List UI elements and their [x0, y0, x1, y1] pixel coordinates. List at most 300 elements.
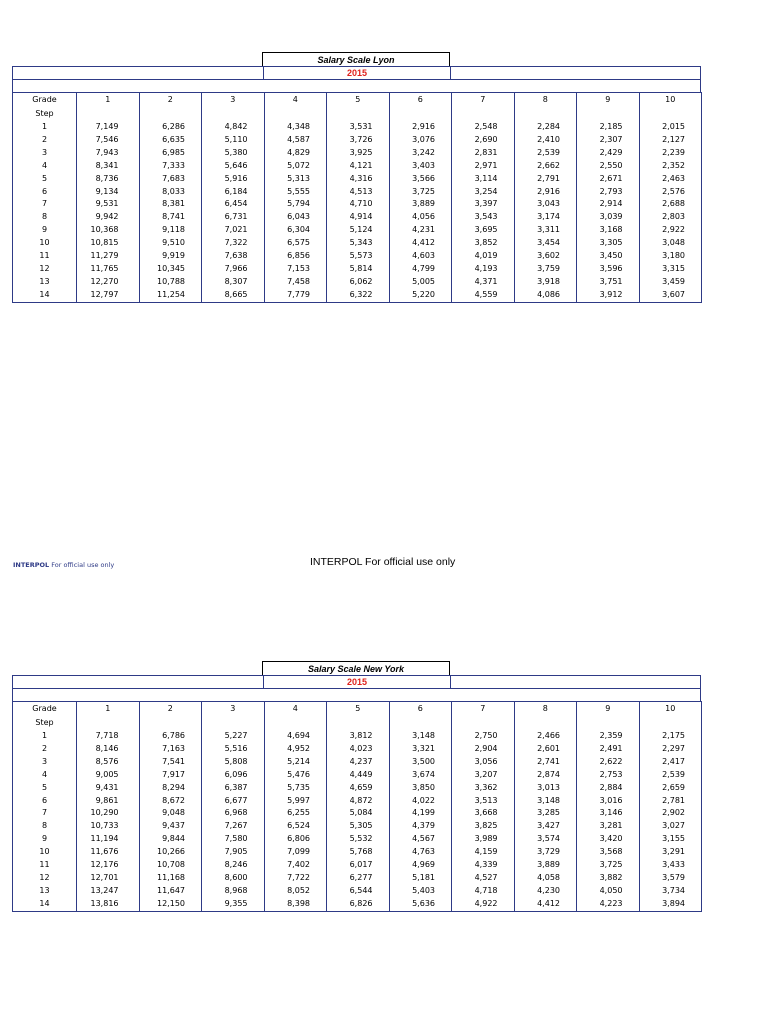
table-row	[13, 859, 702, 872]
grade-column-header: 7	[452, 93, 515, 122]
step-number: 12	[13, 263, 77, 276]
salary-cell: 2,831	[452, 147, 515, 160]
table-row	[13, 134, 702, 147]
step-number: 10	[13, 237, 77, 250]
salary-cell: 4,587	[264, 134, 327, 147]
salary-cell: 13,247	[77, 885, 140, 898]
salary-cell: 9,355	[202, 898, 265, 911]
salary-cell: 2,690	[452, 134, 515, 147]
salary-cell: 3,852	[452, 237, 515, 250]
table-row	[13, 276, 702, 289]
table-row	[13, 820, 702, 833]
salary-cell: 3,725	[577, 859, 640, 872]
salary-cell: 5,214	[264, 756, 327, 769]
salary-cell: 4,159	[452, 846, 515, 859]
salary-cell: 2,750	[452, 730, 515, 743]
table-year: 2015	[264, 67, 451, 79]
salary-cell: 4,527	[452, 872, 515, 885]
salary-cell: 2,916	[514, 186, 577, 199]
salary-cell: 11,647	[139, 885, 202, 898]
salary-cell: 8,398	[264, 898, 327, 911]
step-number: 12	[13, 872, 77, 885]
salary-cell: 3,433	[639, 859, 702, 872]
salary-cell: 3,568	[577, 846, 640, 859]
step-number: 13	[13, 885, 77, 898]
salary-cell: 4,023	[327, 743, 390, 756]
step-number: 10	[13, 846, 77, 859]
salary-cell: 5,313	[264, 173, 327, 186]
salary-cell: 2,781	[639, 795, 702, 808]
salary-cell: 5,110	[202, 134, 265, 147]
salary-cell: 3,039	[577, 211, 640, 224]
grade-column-header: 10	[639, 702, 702, 731]
salary-cell: 5,735	[264, 782, 327, 795]
salary-cell: 7,638	[202, 250, 265, 263]
salary-cell: 7,718	[77, 730, 140, 743]
salary-cell: 2,904	[452, 743, 515, 756]
salary-cell: 7,402	[264, 859, 327, 872]
salary-cell: 4,223	[577, 898, 640, 911]
salary-cell: 2,922	[639, 224, 702, 237]
step-number: 3	[13, 756, 77, 769]
salary-cell: 2,601	[514, 743, 577, 756]
salary-cell: 2,662	[514, 160, 577, 173]
salary-cell: 5,516	[202, 743, 265, 756]
salary-cell: 3,076	[389, 134, 452, 147]
salary-cell: 3,207	[452, 769, 515, 782]
salary-cell: 9,118	[139, 224, 202, 237]
salary-cell: 12,701	[77, 872, 140, 885]
salary-cell: 7,580	[202, 833, 265, 846]
salary-cell: 8,672	[139, 795, 202, 808]
table-year: 2015	[264, 676, 451, 688]
salary-cell: 5,814	[327, 263, 390, 276]
salary-cell: 2,185	[577, 121, 640, 134]
salary-cell: 11,765	[77, 263, 140, 276]
salary-cell: 8,576	[77, 756, 140, 769]
salary-cell: 9,048	[139, 807, 202, 820]
year-row	[12, 66, 701, 80]
salary-cell: 7,333	[139, 160, 202, 173]
step-number: 2	[13, 134, 77, 147]
salary-cell: 8,033	[139, 186, 202, 199]
salary-cell: 3,148	[514, 795, 577, 808]
salary-cell: 10,815	[77, 237, 140, 250]
salary-cell: 2,622	[577, 756, 640, 769]
salary-cell: 2,791	[514, 173, 577, 186]
step-number: 14	[13, 898, 77, 911]
salary-cell: 3,889	[514, 859, 577, 872]
salary-cell: 2,307	[577, 134, 640, 147]
salary-cell: 6,575	[264, 237, 327, 250]
step-number: 7	[13, 198, 77, 211]
salary-cell: 3,531	[327, 121, 390, 134]
table-row	[13, 833, 702, 846]
salary-cell: 3,513	[452, 795, 515, 808]
spacer-row	[12, 689, 701, 701]
salary-cell: 2,466	[514, 730, 577, 743]
salary-cell: 3,048	[639, 237, 702, 250]
salary-cell: 10,368	[77, 224, 140, 237]
salary-cell: 6,096	[202, 769, 265, 782]
grade-column-header: 6	[389, 702, 452, 731]
salary-cell: 4,056	[389, 211, 452, 224]
salary-cell: 7,322	[202, 237, 265, 250]
salary-cell: 3,427	[514, 820, 577, 833]
grade-step-header	[13, 93, 77, 122]
salary-cell: 6,968	[202, 807, 265, 820]
salary-cell: 8,600	[202, 872, 265, 885]
salary-cell: 13,816	[77, 898, 140, 911]
salary-cell: 6,017	[327, 859, 390, 872]
salary-cell: 3,882	[577, 872, 640, 885]
salary-cell: 4,559	[452, 289, 515, 302]
salary-cell: 5,573	[327, 250, 390, 263]
grade-column-header: 10	[639, 93, 702, 122]
table-row	[13, 186, 702, 199]
salary-cell: 3,812	[327, 730, 390, 743]
salary-cell: 3,459	[639, 276, 702, 289]
salary-cell: 4,603	[389, 250, 452, 263]
salary-cell: 5,403	[389, 885, 452, 898]
salary-cell: 3,403	[389, 160, 452, 173]
salary-cell: 6,322	[327, 289, 390, 302]
salary-cell: 3,607	[639, 289, 702, 302]
grade-column-header: 2	[139, 93, 202, 122]
salary-cell: 4,019	[452, 250, 515, 263]
salary-cell: 6,524	[264, 820, 327, 833]
salary-cell: 3,918	[514, 276, 577, 289]
salary-cell: 4,231	[389, 224, 452, 237]
salary-cell: 5,343	[327, 237, 390, 250]
step-number: 3	[13, 147, 77, 160]
salary-cell: 7,267	[202, 820, 265, 833]
step-label: Step	[35, 109, 54, 118]
step-number: 1	[13, 730, 77, 743]
salary-cell: 3,543	[452, 211, 515, 224]
salary-cell: 9,844	[139, 833, 202, 846]
salary-cell: 2,550	[577, 160, 640, 173]
salary-cell: 4,022	[389, 795, 452, 808]
salary-cell: 11,254	[139, 289, 202, 302]
salary-cell: 12,176	[77, 859, 140, 872]
salary-cell: 7,966	[202, 263, 265, 276]
salary-cell: 2,902	[639, 807, 702, 820]
salary-cell: 2,793	[577, 186, 640, 199]
header-row	[13, 93, 702, 122]
step-number: 6	[13, 186, 77, 199]
salary-cell: 3,242	[389, 147, 452, 160]
salary-cell: 4,379	[389, 820, 452, 833]
salary-cell: 3,315	[639, 263, 702, 276]
salary-cell: 4,914	[327, 211, 390, 224]
table-row	[13, 160, 702, 173]
salary-cell: 11,194	[77, 833, 140, 846]
salary-cell: 3,168	[577, 224, 640, 237]
salary-cell: 3,574	[514, 833, 577, 846]
salary-cell: 6,826	[327, 898, 390, 911]
salary-cell: 7,917	[139, 769, 202, 782]
salary-cell: 5,646	[202, 160, 265, 173]
salary-cell: 8,052	[264, 885, 327, 898]
salary-cell: 5,808	[202, 756, 265, 769]
salary-cell: 6,043	[264, 211, 327, 224]
grade-column-header: 8	[514, 702, 577, 731]
salary-cell: 3,027	[639, 820, 702, 833]
salary-cell: 8,665	[202, 289, 265, 302]
table-title: Salary Scale Lyon	[262, 52, 450, 66]
salary-cell: 7,943	[77, 147, 140, 160]
salary-cell: 3,734	[639, 885, 702, 898]
salary-cell: 9,861	[77, 795, 140, 808]
salary-cell: 2,688	[639, 198, 702, 211]
salary-cell: 6,985	[139, 147, 202, 160]
salary-cell: 2,352	[639, 160, 702, 173]
salary-cell: 3,989	[452, 833, 515, 846]
salary-cell: 9,531	[77, 198, 140, 211]
salary-cell: 9,510	[139, 237, 202, 250]
salary-cell: 2,491	[577, 743, 640, 756]
salary-cell: 9,005	[77, 769, 140, 782]
salary-cell: 2,463	[639, 173, 702, 186]
salary-cell: 9,431	[77, 782, 140, 795]
salary-cell: 8,341	[77, 160, 140, 173]
salary-cell: 4,449	[327, 769, 390, 782]
salary-cell: 2,175	[639, 730, 702, 743]
salary-cell: 7,021	[202, 224, 265, 237]
salary-cell: 6,286	[139, 121, 202, 134]
table-row	[13, 795, 702, 808]
salary-cell: 3,500	[389, 756, 452, 769]
salary-cell: 3,726	[327, 134, 390, 147]
salary-cell: 3,016	[577, 795, 640, 808]
salary-cell: 5,084	[327, 807, 390, 820]
salary-cell: 3,596	[577, 263, 640, 276]
grade-column-header: 1	[77, 93, 140, 122]
salary-cell: 5,916	[202, 173, 265, 186]
step-label: Step	[35, 718, 54, 727]
salary-cell: 2,410	[514, 134, 577, 147]
salary-cell: 12,270	[77, 276, 140, 289]
salary-cell: 3,889	[389, 198, 452, 211]
salary-cell: 5,794	[264, 198, 327, 211]
salary-cell: 4,763	[389, 846, 452, 859]
salary-cell: 4,710	[327, 198, 390, 211]
grade-label: Grade	[32, 95, 57, 104]
salary-cell: 2,417	[639, 756, 702, 769]
salary-cell: 7,099	[264, 846, 327, 859]
salary-cell: 3,013	[514, 782, 577, 795]
salary-cell: 7,458	[264, 276, 327, 289]
salary-cell: 2,539	[514, 147, 577, 160]
salary-cell: 3,579	[639, 872, 702, 885]
grade-column-header: 4	[264, 702, 327, 731]
salary-cell: 12,797	[77, 289, 140, 302]
step-number: 4	[13, 769, 77, 782]
salary-cell: 6,806	[264, 833, 327, 846]
salary-cell: 9,437	[139, 820, 202, 833]
salary-cell: 2,753	[577, 769, 640, 782]
salary-cell: 2,741	[514, 756, 577, 769]
step-number: 1	[13, 121, 77, 134]
table-row	[13, 237, 702, 250]
salary-cell: 5,124	[327, 224, 390, 237]
grade-step-header	[13, 702, 77, 731]
grade-column-header: 4	[264, 93, 327, 122]
step-number: 7	[13, 807, 77, 820]
salary-cell: 5,305	[327, 820, 390, 833]
salary-cell: 5,072	[264, 160, 327, 173]
salary-cell: 11,676	[77, 846, 140, 859]
table-row	[13, 756, 702, 769]
salary-cell: 11,279	[77, 250, 140, 263]
salary-cell: 3,850	[389, 782, 452, 795]
salary-cell: 3,825	[452, 820, 515, 833]
step-number: 14	[13, 289, 77, 302]
salary-cell: 5,220	[389, 289, 452, 302]
salary-cell: 6,277	[327, 872, 390, 885]
salary-cell: 2,548	[452, 121, 515, 134]
salary-cell: 3,281	[577, 820, 640, 833]
salary-cell: 2,971	[452, 160, 515, 173]
salary-cell: 6,544	[327, 885, 390, 898]
salary-cell: 5,532	[327, 833, 390, 846]
grade-column-header: 6	[389, 93, 452, 122]
salary-cell: 4,412	[514, 898, 577, 911]
step-number: 2	[13, 743, 77, 756]
salary-cell: 2,539	[639, 769, 702, 782]
salary-cell: 5,005	[389, 276, 452, 289]
table-row	[13, 898, 702, 911]
table-row	[13, 769, 702, 782]
table-row	[13, 173, 702, 186]
footer-confidentiality-note: INTERPOL For official use only	[310, 556, 456, 568]
salary-cell: 4,237	[327, 756, 390, 769]
table-row	[13, 885, 702, 898]
footer-small-note: INTERPOL For official use only	[13, 561, 115, 569]
table-title: Salary Scale New York	[262, 661, 450, 675]
salary-cell: 3,291	[639, 846, 702, 859]
salary-cell: 8,307	[202, 276, 265, 289]
salary-cell: 4,694	[264, 730, 327, 743]
table-row	[13, 224, 702, 237]
grade-column-header: 1	[77, 702, 140, 731]
salary-cell: 4,829	[264, 147, 327, 160]
grade-column-header: 5	[327, 702, 390, 731]
salary-cell: 3,912	[577, 289, 640, 302]
salary-cell: 4,718	[452, 885, 515, 898]
step-number: 5	[13, 782, 77, 795]
salary-cell: 9,134	[77, 186, 140, 199]
salary-cell: 4,316	[327, 173, 390, 186]
year-row-left	[13, 67, 264, 79]
salary-table	[12, 701, 702, 912]
salary-cell: 2,671	[577, 173, 640, 186]
salary-cell: 5,555	[264, 186, 327, 199]
salary-cell: 3,695	[452, 224, 515, 237]
table-row	[13, 263, 702, 276]
grade-column-header: 9	[577, 702, 640, 731]
salary-cell: 10,788	[139, 276, 202, 289]
salary-cell: 3,450	[577, 250, 640, 263]
salary-table	[12, 92, 702, 303]
salary-cell: 4,952	[264, 743, 327, 756]
step-number: 13	[13, 276, 77, 289]
salary-cell: 8,381	[139, 198, 202, 211]
salary-cell: 2,916	[389, 121, 452, 134]
step-number: 11	[13, 859, 77, 872]
salary-cell: 2,127	[639, 134, 702, 147]
step-number: 8	[13, 211, 77, 224]
salary-cell: 3,056	[452, 756, 515, 769]
table-row	[13, 846, 702, 859]
salary-cell: 7,163	[139, 743, 202, 756]
salary-cell: 3,155	[639, 833, 702, 846]
salary-cell: 6,677	[202, 795, 265, 808]
step-number: 5	[13, 173, 77, 186]
grade-column-header: 7	[452, 702, 515, 731]
salary-cell: 2,803	[639, 211, 702, 224]
salary-cell: 2,874	[514, 769, 577, 782]
salary-cell: 10,290	[77, 807, 140, 820]
salary-cell: 3,043	[514, 198, 577, 211]
salary-cell: 3,397	[452, 198, 515, 211]
salary-cell: 4,193	[452, 263, 515, 276]
salary-cell: 10,266	[139, 846, 202, 859]
salary-cell: 3,321	[389, 743, 452, 756]
salary-cell: 5,636	[389, 898, 452, 911]
salary-cell: 10,708	[139, 859, 202, 872]
salary-cell: 4,348	[264, 121, 327, 134]
salary-cell: 11,168	[139, 872, 202, 885]
salary-cell: 5,768	[327, 846, 390, 859]
salary-cell: 6,454	[202, 198, 265, 211]
salary-cell: 4,567	[389, 833, 452, 846]
step-number: 9	[13, 224, 77, 237]
year-row-left	[13, 676, 264, 688]
salary-cell: 3,114	[452, 173, 515, 186]
salary-cell: 8,246	[202, 859, 265, 872]
table-row	[13, 289, 702, 302]
salary-cell: 4,922	[452, 898, 515, 911]
table-row	[13, 147, 702, 160]
salary-cell: 3,454	[514, 237, 577, 250]
salary-cell: 4,412	[389, 237, 452, 250]
salary-cell: 4,842	[202, 121, 265, 134]
step-number: 6	[13, 795, 77, 808]
salary-cell: 5,227	[202, 730, 265, 743]
salary-cell: 3,925	[327, 147, 390, 160]
salary-cell: 2,659	[639, 782, 702, 795]
salary-cell: 3,146	[577, 807, 640, 820]
salary-cell: 6,184	[202, 186, 265, 199]
salary-cell: 8,146	[77, 743, 140, 756]
salary-cell: 7,722	[264, 872, 327, 885]
salary-cell: 3,254	[452, 186, 515, 199]
grade-column-header: 9	[577, 93, 640, 122]
salary-cell: 7,905	[202, 846, 265, 859]
salary-cell: 2,429	[577, 147, 640, 160]
salary-cell: 3,174	[514, 211, 577, 224]
salary-cell: 3,729	[514, 846, 577, 859]
salary-cell: 3,602	[514, 250, 577, 263]
salary-cell: 4,086	[514, 289, 577, 302]
salary-cell: 2,015	[639, 121, 702, 134]
salary-cell: 12,150	[139, 898, 202, 911]
salary-cell: 3,305	[577, 237, 640, 250]
spacer-row	[12, 80, 701, 92]
grade-column-header: 3	[202, 93, 265, 122]
